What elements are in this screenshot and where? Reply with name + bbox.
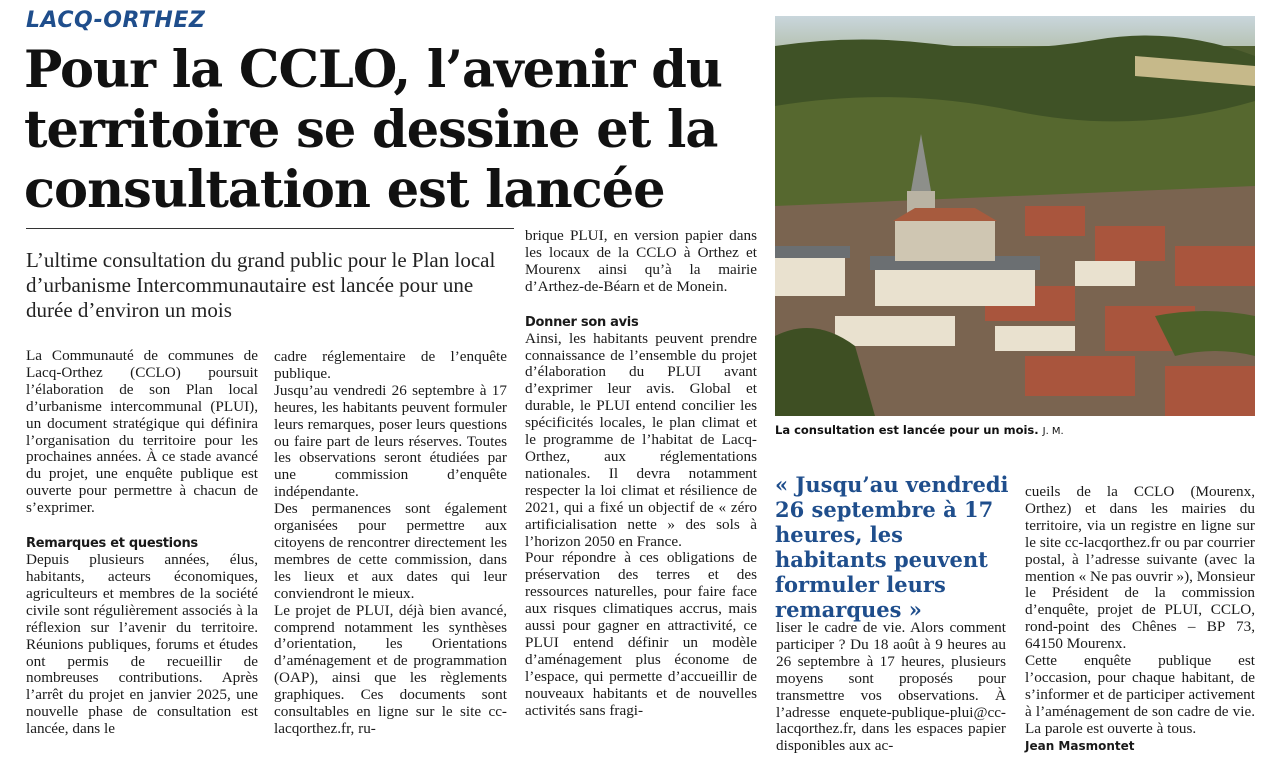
photo-credit: J. M. xyxy=(1042,426,1064,437)
subheading-avis: Donner son avis xyxy=(525,314,639,330)
article-column-2 xyxy=(274,349,507,738)
article-headline: Pour la CCLO, l’avenir du territoire se dessine et la consultation est lancée xyxy=(24,40,722,220)
paragraph: Pour répondre à ces obligations de préservation des terres et des ressources naturelles, pour faire face aux risques climatiques accrus, mais aussi pour gagner en attractivité, ce PLUI entend définir un modèle d’aménagement plus économe de l’espace, qui permette d’accueillir de nouveaux habitants et de nouvelles activités sans fragi- xyxy=(525,549,757,719)
paragraph: Ainsi, les habitants peuvent prendre connaissance de l’ensemble du projet d’élaboration du PLUI avant d’exprimer leur avis. Global et durable, le PLUI entend concilier les spécificités locales, le plan climat et le programme de l’habitat de Lacq-Orthez, aux réglementations nationales. Il devra notamment respecter la loi climat et résilience de 2021, qui a fixé un objectif de « zéro artificialisation nette » des sols à l’horizon 2050 en France. xyxy=(525,329,757,550)
pull-quote: « Jusqu’au vendredi 26 septembre à 17 heures, les habitants peuvent formuler leurs remarques » xyxy=(775,472,1009,622)
section-kicker: LACQ-ORTHEZ xyxy=(26,8,206,33)
town-photo-illustration xyxy=(775,16,1255,416)
paragraph: cueils de la CCLO (Mourenx, Orthez) et dans les mairies du territoire, via un registre en ligne sur le site cc-lacqorthez.fr ou par courrier postal, à l’adresse suivante (avec la mention « Ne pas ouvrir »), Monsieur le Président de la commission d’enquête, projet de PLUI, CCLO, rond-point des Chênes – BP 73, 64150 Mourenx. xyxy=(1025,483,1255,653)
article-column-1 xyxy=(26,348,258,738)
article-deck: L’ultime consultation du grand public pour le Plan local d’urbanisme Intercommunautaire est lancée pour une durée d’environ un mois xyxy=(26,248,496,322)
article-column-4 xyxy=(776,620,1006,755)
paragraph: Le projet de PLUI, déjà bien avancé, comprend notamment les synthèses d’orientation, les Orientations d’aménagement et de programmation (OAP), ainsi que les règlements graphiques. Ces documents sont consultables en ligne sur le site cc-lacqorthez.fr, ru- xyxy=(274,601,507,737)
paragraph: La Communauté de communes de Lacq-Orthez (CCLO) poursuit l’élaboration de son Plan local d’urbanisme intercommunal (PLUI), un document stratégique qui définira l’organisation du territoire pour les prochaines années. À ce stade avancé du projet, une enquête publique est ouverte pour permettre à chacun de s’exprimer. xyxy=(26,347,258,517)
article-column-3 xyxy=(525,228,757,719)
caption-text: La consultation est lancée pour un mois. xyxy=(775,423,1039,437)
paragraph: Depuis plusieurs années, élus, habitants, acteurs économiques, agriculteurs et membres de la société civile sont régulièrement associés à la réflexion sur l’avenir du territoire. Réunions publiques, forums et études ont permis de recueillir de nombreuses contributions. Après l’arrêt du projet en janvier 2025, une nouvelle phase de consultation est lancée, dans le xyxy=(26,551,258,738)
paragraph: Des permanences sont également organisées pour permettre aux citoyens de rencontrer directement les membres de cette commission, dans les lieux et aux dates qui leur conviendront le mieux. xyxy=(274,500,507,602)
article-column-5 xyxy=(1025,484,1255,755)
author-signature: Jean Masmontet xyxy=(1025,738,1135,753)
paragraph: cadre réglementaire de l’enquête publique. xyxy=(274,348,507,382)
photo-caption xyxy=(775,423,1255,437)
headline-divider xyxy=(26,228,514,229)
town-photo xyxy=(775,16,1255,416)
subheading-remarques: Remarques et questions xyxy=(26,536,198,552)
paragraph: brique PLUI, en version papier dans les locaux de la CCLO à Orthez et Mourenx ainsi qu’à la mairie d’Arthez-de-Béarn et de Monein. xyxy=(525,227,757,295)
paragraph: Jusqu’au vendredi 26 septembre à 17 heures, les habitants peuvent formuler leurs remarques, poser leurs questions ou faire part de leurs réserves. Toutes les observations seront étudiées par une commission d’enquête indépendante. xyxy=(274,381,507,501)
paragraph: liser le cadre de vie. Alors comment participer ? Du 18 août à 9 heures au 26 septembre à 17 heures, plusieurs moyens sont proposés pour transmettre vos observations. À l’adresse enquete-publique-plui@cc-lacqorthez.fr, dans les espaces papier disponibles aux ac- xyxy=(776,619,1006,755)
paragraph: Cette enquête publique est l’occasion, pour chaque habitant, de s’informer et de participer activement à l’aménagement de son cadre de vie. La parole est ouverte à tous. xyxy=(1025,652,1255,737)
